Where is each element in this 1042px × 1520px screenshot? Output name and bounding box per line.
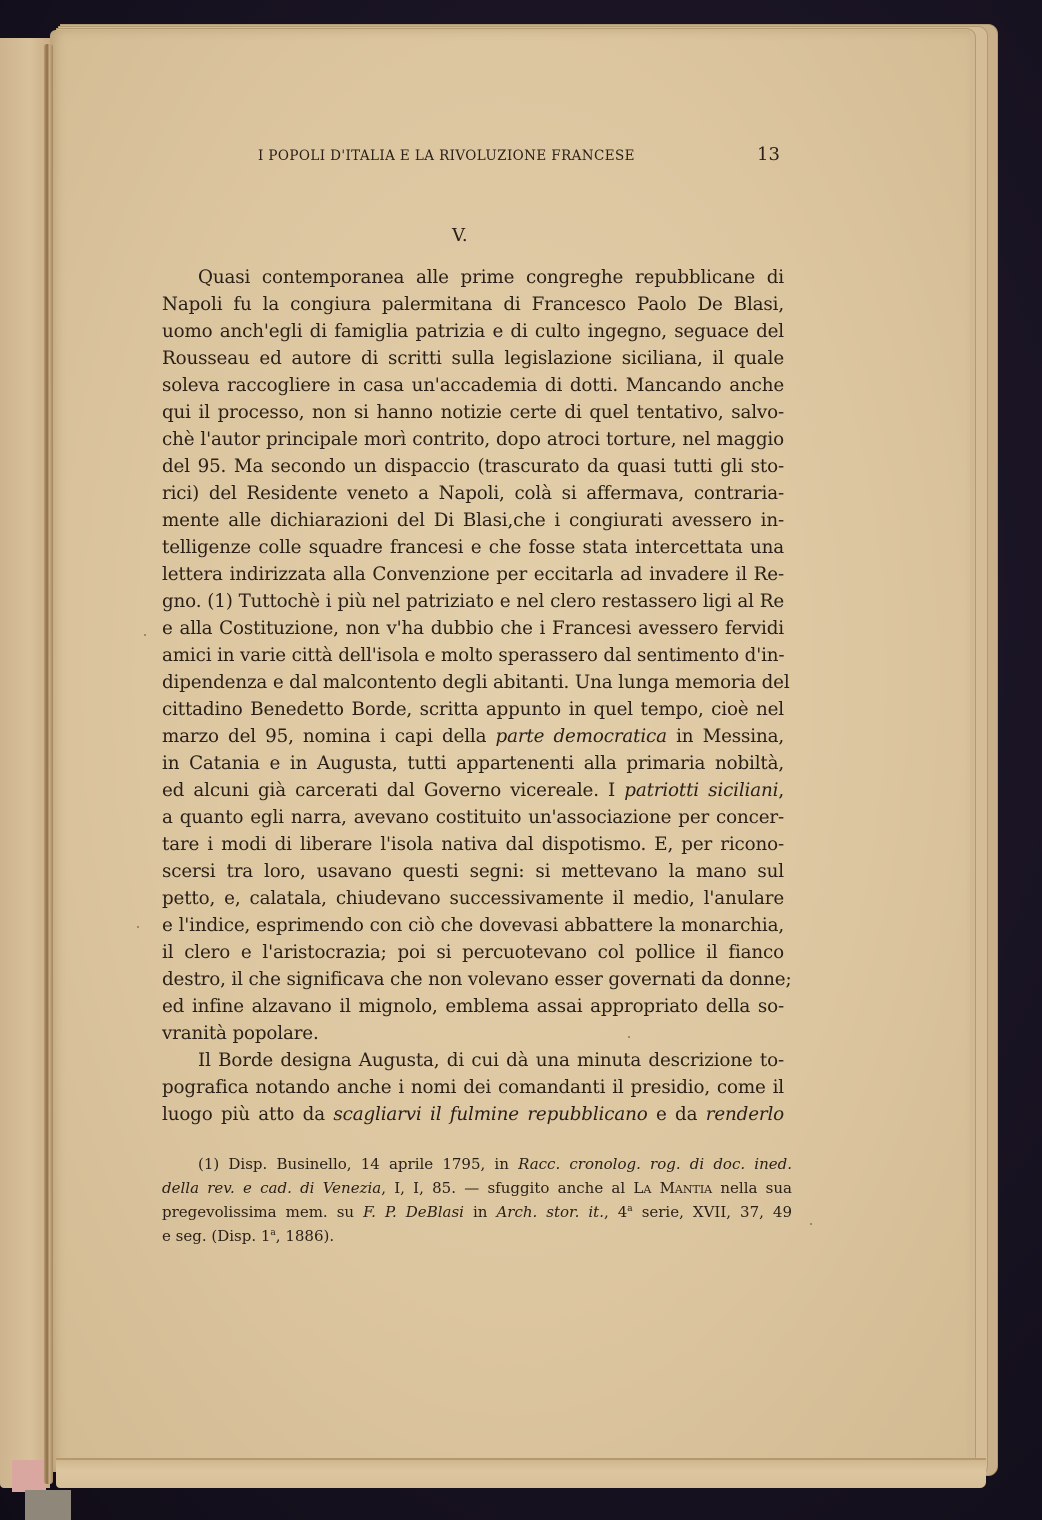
text-run: serie, XVII, 37, 49	[632, 1203, 792, 1221]
text-line: dipendenza e dal malcontento degli abitanti. Una lunga memoria del	[162, 672, 790, 693]
text-line: Napoli fu la congiura palermitana di Francesco Paolo De Blasi,	[162, 294, 784, 315]
footnote-line	[162, 1152, 792, 1176]
text-line: qui il processo, non si hanno notizie certe di quel tentativo, salvo-	[162, 402, 784, 423]
text-run: pregevolissima mem. su	[162, 1203, 364, 1221]
section-title: V.	[452, 225, 468, 246]
text-run: , 4	[603, 1203, 628, 1221]
italic-emphasis: Arch. stor. it.	[496, 1203, 604, 1221]
paper-speck	[144, 634, 146, 636]
text-line	[162, 723, 784, 750]
text-run: marzo del 95, nomina i capi della	[162, 726, 496, 747]
text-line: cittadino Benedetto Borde, scritta appunto in quel tempo, cioè nel	[162, 699, 784, 720]
text-line: a quanto egli narra, avevano costituito un'associazione per concer-	[162, 807, 784, 828]
text-line: vranità popolare.	[162, 1023, 319, 1044]
text-run: e seg. (Disp. 1	[162, 1227, 271, 1245]
text-line: Il Borde designa Augusta, di cui dà una minuta descrizione to-	[198, 1050, 784, 1071]
superscript: a	[270, 1228, 276, 1238]
small-caps-name: La Mantia	[633, 1179, 713, 1197]
text-run: nella sua	[712, 1179, 792, 1197]
body-text	[162, 264, 792, 1128]
text-line: del 95. Ma secondo un dispaccio (trascurato da quasi tutti gli sto-	[162, 456, 784, 477]
running-head: I POPOLI D'ITALIA E LA RIVOLUZIONE FRANCESE	[258, 148, 635, 164]
italic-emphasis: della rev. e cad. di Venezia	[162, 1179, 382, 1197]
page-number: 13	[757, 144, 780, 165]
text-line: gno. (1) Tuttochè i più nel patriziato e nel clero restassero ligi al Re	[162, 591, 784, 612]
paper-speck	[137, 926, 139, 928]
text-line: tare i modi di liberare l'isola nativa dal dispotismo. E, per ricono-	[162, 834, 784, 855]
footnote-line	[162, 1200, 792, 1224]
text-run: luogo più atto da	[162, 1104, 334, 1125]
text-line: mente alle dichiarazioni del Di Blasi,che i congiurati avessero in-	[162, 510, 784, 531]
text-line: il clero e l'aristocrazia; poi si percuotevano col pollice il fianco	[162, 942, 784, 963]
text-line: destro, il che significava che non volevano esser governati da donne;	[162, 969, 792, 990]
paper-speck	[628, 1036, 630, 1038]
page-bottom-fold	[56, 1458, 986, 1488]
text-run: (1) Disp. Businello, 14 aprile 1795, in	[198, 1155, 519, 1173]
text-line: e l'indice, esprimendo con ciò che dovevasi abbattere la monarchia,	[162, 915, 784, 936]
facing-page-edge	[0, 38, 50, 1488]
text-line: petto, e, calatala, chiudevano successivamente il medio, l'anulare	[162, 888, 784, 909]
text-run: ed alcuni già carcerati dal Governo vicereale. I	[162, 780, 625, 801]
text-run: , I, I, 85. — sfuggito anche al	[381, 1179, 634, 1197]
italic-emphasis: F. P. DeBlasi	[363, 1203, 464, 1221]
text-line: telligenze colle squadre francesi e che fosse stata intercettata una	[162, 537, 784, 558]
italic-emphasis: parte democratica	[495, 726, 667, 747]
binding-scrap	[12, 1460, 46, 1492]
text-line: lettera indirizzata alla Convenzione per eccitarla ad invadere il Re-	[162, 564, 784, 585]
text-line: rici) del Residente veneto a Napoli, colà si affermava, contraria-	[162, 483, 784, 504]
text-run: ,	[778, 780, 784, 801]
text-line: soleva raccogliere in casa un'accademia di dotti. Mancando anche	[162, 375, 784, 396]
text-line: amici in varie città dell'isola e molto sperassero dal sentimento d'in-	[162, 645, 785, 666]
text-line: ed infine alzavano il mignolo, emblema assai appropriato della so-	[162, 996, 784, 1017]
text-line: Rousseau ed autore di scritti sulla legislazione siciliana, il quale	[162, 348, 784, 369]
text-line: chè l'autor principale morì contrito, dopo atroci torture, nel maggio	[162, 429, 784, 450]
text-line: pografica notando anche i nomi dei comandanti il presidio, come il	[162, 1077, 784, 1098]
text-line: scersi tra loro, usavano questi segni: si mettevano la mano sul	[162, 861, 784, 882]
footnote-line	[162, 1176, 792, 1200]
text-line	[162, 1101, 784, 1128]
binding-scrap	[25, 1490, 71, 1520]
italic-emphasis: renderlo	[705, 1104, 785, 1125]
text-line: in Catania e in Augusta, tutti appartenenti alla primaria nobiltà,	[162, 753, 784, 774]
text-run: e da	[647, 1104, 706, 1125]
italic-emphasis: Racc. cronolog. rog. di doc. ined.	[518, 1155, 792, 1173]
text-run: in Messina,	[666, 726, 784, 747]
footnote-line	[162, 1224, 792, 1248]
italic-emphasis: scagliarvi il fulmine repubblicano	[333, 1104, 648, 1125]
italic-emphasis: patriotti siciliani	[624, 780, 779, 801]
superscript: a	[627, 1204, 633, 1214]
text-run: in	[463, 1203, 497, 1221]
paper-speck	[810, 1223, 812, 1225]
footnote	[162, 1152, 792, 1248]
text-line: Quasi contemporanea alle prime congreghe repubblicane di	[198, 267, 784, 288]
book-gutter	[44, 44, 53, 1484]
text-line: e alla Costituzione, non v'ha dubbio che i Francesi avessero fervidi	[162, 618, 784, 639]
text-run: , 1886).	[275, 1227, 335, 1245]
text-line	[162, 777, 784, 804]
text-line: uomo anch'egli di famiglia patrizia e di culto ingegno, seguace del	[162, 321, 784, 342]
